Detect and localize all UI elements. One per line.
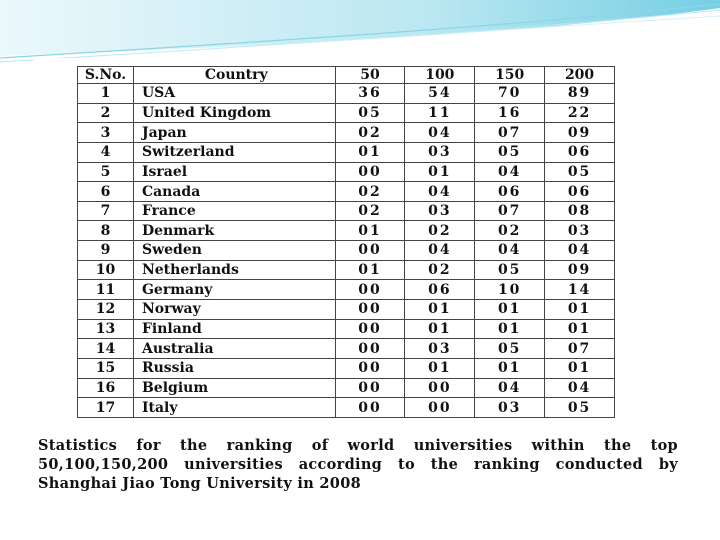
table-row [78, 123, 615, 143]
row-top-150: 04 [475, 241, 545, 261]
header-top-200: 200 [545, 67, 615, 84]
row-top-50: 01 [335, 142, 405, 162]
row-top-200: 05 [545, 162, 615, 182]
row-top-50: 00 [335, 358, 405, 378]
table-row [78, 378, 615, 398]
table-row [78, 358, 615, 378]
row-country: Belgium [133, 378, 335, 398]
row-top-150: 06 [475, 182, 545, 202]
row-top-150: 07 [475, 123, 545, 143]
row-top-200: 01 [545, 319, 615, 339]
row-top-100: 01 [405, 319, 475, 339]
row-top-100: 03 [405, 339, 475, 359]
table-header-row [78, 67, 615, 84]
row-top-200: 04 [545, 241, 615, 261]
table-row [78, 103, 615, 123]
row-top-150: 02 [475, 221, 545, 241]
row-top-50: 00 [335, 319, 405, 339]
row-sno: 7 [78, 201, 134, 221]
table-row [78, 201, 615, 221]
row-top-200: 09 [545, 260, 615, 280]
row-top-150: 01 [475, 300, 545, 320]
row-country: Denmark [133, 221, 335, 241]
table-row [78, 260, 615, 280]
row-top-200: 04 [545, 378, 615, 398]
row-top-150: 04 [475, 378, 545, 398]
row-top-200: 01 [545, 300, 615, 320]
row-top-150: 10 [475, 280, 545, 300]
row-top-150: 05 [475, 260, 545, 280]
row-top-200: 07 [545, 339, 615, 359]
row-top-100: 01 [405, 358, 475, 378]
university-ranking-table [77, 66, 615, 418]
row-top-100: 06 [405, 280, 475, 300]
table-row [78, 280, 615, 300]
row-top-150: 03 [475, 398, 545, 418]
table-row [78, 182, 615, 202]
row-sno: 9 [78, 241, 134, 261]
header-top-150: 150 [475, 67, 545, 84]
row-top-150: 01 [475, 358, 545, 378]
row-sno: 12 [78, 300, 134, 320]
row-top-200: 89 [545, 84, 615, 104]
row-country: Russia [133, 358, 335, 378]
row-top-150: 01 [475, 319, 545, 339]
row-top-200: 06 [545, 142, 615, 162]
row-top-200: 08 [545, 201, 615, 221]
row-sno: 6 [78, 182, 134, 202]
row-country: Canada [133, 182, 335, 202]
row-top-150: 04 [475, 162, 545, 182]
row-top-50: 00 [335, 162, 405, 182]
row-top-150: 16 [475, 103, 545, 123]
row-top-50: 02 [335, 182, 405, 202]
row-sno: 3 [78, 123, 134, 143]
row-country: Finland [133, 319, 335, 339]
row-top-100: 11 [405, 103, 475, 123]
table-row [78, 339, 615, 359]
header-country: Country [133, 67, 335, 84]
row-sno: 4 [78, 142, 134, 162]
row-top-200: 14 [545, 280, 615, 300]
row-top-50: 02 [335, 201, 405, 221]
row-top-200: 01 [545, 358, 615, 378]
row-top-200: 05 [545, 398, 615, 418]
row-top-100: 04 [405, 182, 475, 202]
row-sno: 2 [78, 103, 134, 123]
row-country: France [133, 201, 335, 221]
table-row [78, 221, 615, 241]
row-country: Switzerland [133, 142, 335, 162]
row-sno: 15 [78, 358, 134, 378]
row-sno: 13 [78, 319, 134, 339]
header-top-100: 100 [405, 67, 475, 84]
row-top-50: 00 [335, 398, 405, 418]
table-row [78, 142, 615, 162]
row-top-100: 03 [405, 142, 475, 162]
row-top-100: 00 [405, 378, 475, 398]
row-top-200: 22 [545, 103, 615, 123]
row-top-100: 01 [405, 162, 475, 182]
row-top-150: 70 [475, 84, 545, 104]
table-row [78, 241, 615, 261]
row-top-50: 00 [335, 280, 405, 300]
row-top-50: 05 [335, 103, 405, 123]
row-sno: 1 [78, 84, 134, 104]
row-top-200: 06 [545, 182, 615, 202]
row-top-100: 01 [405, 300, 475, 320]
row-top-100: 04 [405, 241, 475, 261]
row-country: Sweden [133, 241, 335, 261]
row-sno: 16 [78, 378, 134, 398]
header-top-50: 50 [335, 67, 405, 84]
row-top-200: 03 [545, 221, 615, 241]
row-top-200: 09 [545, 123, 615, 143]
row-sno: 14 [78, 339, 134, 359]
header-sno: S.No. [78, 67, 134, 84]
row-top-50: 00 [335, 339, 405, 359]
row-top-50: 01 [335, 221, 405, 241]
row-top-50: 00 [335, 300, 405, 320]
table-row [78, 300, 615, 320]
row-top-100: 03 [405, 201, 475, 221]
row-country: Norway [133, 300, 335, 320]
row-top-100: 00 [405, 398, 475, 418]
row-country: Germany [133, 280, 335, 300]
table-row [78, 319, 615, 339]
row-country: United Kingdom [133, 103, 335, 123]
row-sno: 17 [78, 398, 134, 418]
row-top-100: 04 [405, 123, 475, 143]
row-top-50: 02 [335, 123, 405, 143]
table-row [78, 398, 615, 418]
row-sno: 8 [78, 221, 134, 241]
row-top-100: 02 [405, 260, 475, 280]
row-top-100: 02 [405, 221, 475, 241]
row-top-150: 05 [475, 142, 545, 162]
row-top-150: 05 [475, 339, 545, 359]
table-row [78, 84, 615, 104]
row-top-150: 07 [475, 201, 545, 221]
row-sno: 5 [78, 162, 134, 182]
row-top-50: 36 [335, 84, 405, 104]
row-country: Israel [133, 162, 335, 182]
row-top-50: 00 [335, 378, 405, 398]
row-top-50: 01 [335, 260, 405, 280]
row-country: Australia [133, 339, 335, 359]
row-sno: 10 [78, 260, 134, 280]
row-country: Italy [133, 398, 335, 418]
row-country: Netherlands [133, 260, 335, 280]
row-top-50: 00 [335, 241, 405, 261]
table-caption: Statistics for the ranking of world universities within the top 50,100,150,200 universities according to the ranking conducted by Shanghai Jiao Tong University in 2008 [38, 437, 678, 492]
row-country: USA [133, 84, 335, 104]
row-country: Japan [133, 123, 335, 143]
table-row [78, 162, 615, 182]
row-top-100: 54 [405, 84, 475, 104]
row-sno: 11 [78, 280, 134, 300]
